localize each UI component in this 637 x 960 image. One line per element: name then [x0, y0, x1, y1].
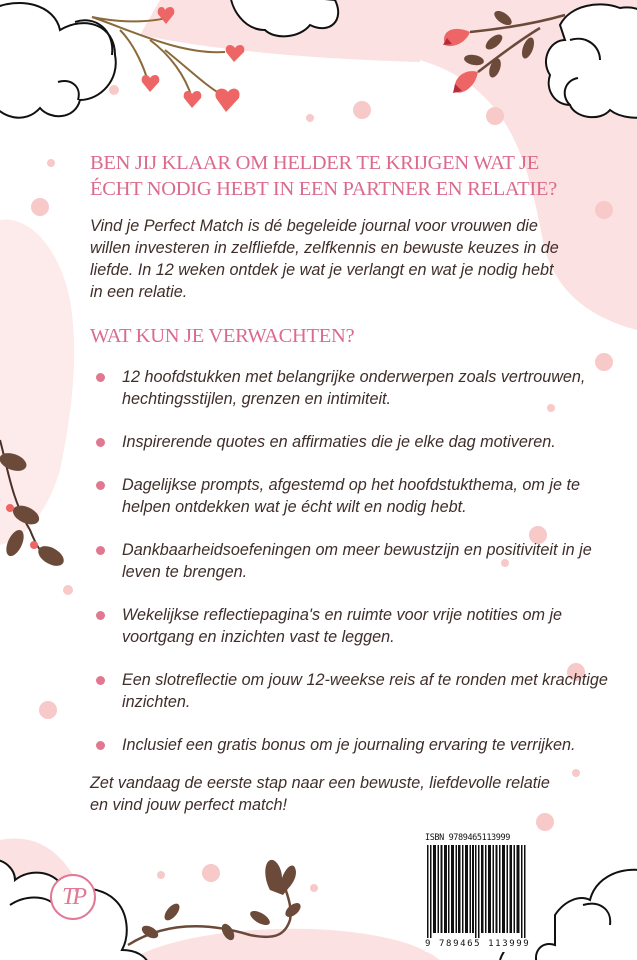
feature-item: [90, 539, 610, 583]
bullet-dot-icon: [96, 741, 105, 750]
feature-text: Dankbaarheidsoefeningen om meer bewustzijn en positiviteit in je leven te brengen.: [122, 541, 592, 581]
feature-text: Inclusief een gratis bonus om je journaling ervaring te verrijken.: [122, 736, 576, 754]
bullet-dot-icon: [96, 438, 105, 447]
main-heading-line1: BEN JIJ KLAAR OM HELDER TE KRIJGEN WAT JE: [90, 152, 539, 174]
feature-text: Dagelijkse prompts, afgestemd op het hoofdstukthema, om je te helpen ontdekken wat je écht wilt en nodig hebt.: [122, 476, 580, 516]
feature-text: 12 hoofdstukken met belangrijke onderwerpen zoals vertrouwen, hechtingsstijlen, grenzen en intimiteit.: [122, 368, 586, 408]
feature-text: Een slotreflectie om jouw 12-weekse reis af te ronden met krachtige inzichten.: [122, 671, 608, 711]
feature-item: [90, 669, 610, 713]
main-heading: [90, 150, 630, 202]
isbn-label: ISBN 9789465113999: [425, 833, 510, 843]
isbn-barcode: [425, 832, 529, 952]
feature-item: [90, 734, 610, 756]
publisher-logo-icon: TP: [50, 874, 96, 920]
feature-text: Wekelijkse reflectiepagina's en ruimte voor vrije notities om je voortgang en inzichten vast te leggen.: [122, 606, 563, 646]
bullet-dot-icon: [96, 481, 105, 490]
feature-item: [90, 604, 610, 648]
closing-paragraph: Zet vandaag de eerste stap naar een bewuste, liefdevolle relatie en vind jouw perfect match!: [90, 774, 550, 814]
feature-item: [90, 431, 610, 453]
feature-item: [90, 366, 610, 410]
feature-text: Inspirerende quotes en affirmaties die je elke dag motiveren.: [122, 433, 556, 451]
feature-list: [90, 366, 610, 777]
feature-item: [90, 474, 610, 518]
sub-heading: WAT KUN JE VERWACHTEN?: [90, 325, 355, 347]
bullet-dot-icon: [96, 611, 105, 620]
bullet-dot-icon: [96, 546, 105, 555]
bullet-dot-icon: [96, 373, 105, 382]
bullet-dot-icon: [96, 676, 105, 685]
barcode-bars-icon: [427, 845, 527, 941]
isbn-digits: 9 789465 113999: [425, 939, 531, 949]
main-heading-line2: ÉCHT NODIG HEBT IN EEN PARTNER EN RELATIE?: [90, 178, 557, 200]
intro-paragraph: Vind je Perfect Match is dé begeleide journal voor vrouwen die willen investeren in zelfliefde, zelfkennis en bewuste keuzes in de liefde. In 12 weken ontdek je wat je verlangt en wat je nodig hebt in een relatie.: [90, 217, 559, 301]
